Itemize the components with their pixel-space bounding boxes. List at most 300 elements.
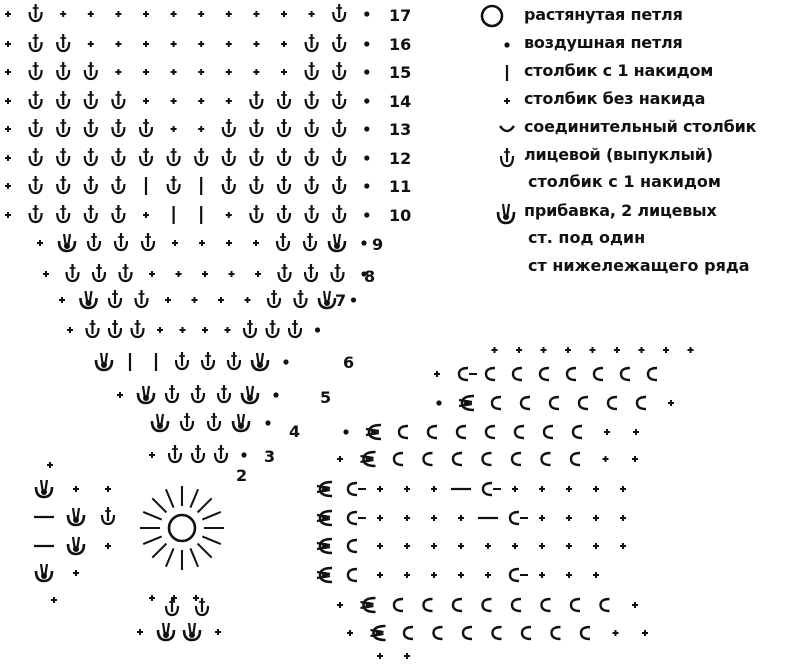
stitch-c-icon	[483, 599, 492, 611]
stitch-c-icon	[571, 453, 580, 465]
vertical-bar-icon	[478, 60, 516, 84]
stitch-plus-icon	[88, 41, 94, 47]
stitch-plus-icon	[143, 98, 149, 104]
stitch-plus-icon	[337, 602, 343, 608]
hooked-stitch-icon	[478, 144, 516, 174]
stitch-hook-icon	[278, 91, 290, 108]
stitch-cdash-icon	[510, 512, 528, 524]
stitch-c-icon	[348, 569, 357, 581]
stitch-cdbl-icon	[317, 482, 332, 496]
stitch-hook-icon	[333, 205, 345, 222]
stitch-plus-icon	[377, 515, 383, 521]
stitch-c-icon	[540, 368, 549, 380]
stitch-plus-icon	[226, 240, 232, 246]
stitch-c-icon	[512, 453, 521, 465]
stitch-hook-icon	[93, 264, 105, 281]
row-label-14: 14	[389, 92, 412, 111]
stitch-c-icon	[637, 397, 646, 409]
stitch-plus-icon	[458, 515, 464, 521]
stitch-hook-icon	[30, 205, 42, 222]
stitch-plus-icon	[105, 486, 111, 492]
stitch-hook-icon	[30, 91, 42, 108]
stitch-c-icon	[434, 627, 443, 639]
legend-item-front-post	[478, 142, 783, 198]
stitch-plus-icon	[171, 69, 177, 75]
stitch-cdash-icon	[483, 483, 501, 495]
stitch-hook-icon	[268, 290, 280, 307]
legend-label-line3: ст нижележащего ряда	[528, 256, 750, 275]
stitch-hook-icon	[277, 233, 289, 250]
row-label-3: 3	[264, 447, 276, 466]
stitch-plus-icon	[73, 570, 79, 576]
stitch-cdash-icon	[459, 368, 477, 380]
stitch-dbl-icon	[36, 564, 52, 581]
stitch-c-icon	[424, 453, 433, 465]
stitch-dot-icon	[364, 155, 369, 160]
legend-label: прибавка, 2 лицевых	[524, 201, 717, 220]
stitch-c-icon	[399, 426, 408, 438]
ring-ray	[190, 489, 198, 507]
ring-ray	[190, 548, 198, 566]
legend-item-increase	[478, 198, 783, 288]
stitch-hook-icon	[115, 233, 127, 250]
stitch-hook-icon	[30, 4, 42, 21]
stitch-hook-icon	[112, 176, 124, 193]
stitch-plus-icon	[566, 486, 572, 492]
stitch-plus-icon	[105, 543, 111, 549]
stitch-hook-icon	[166, 598, 178, 615]
ring-ray	[143, 536, 161, 544]
legend-item-double-crochet	[478, 58, 783, 86]
stitch-dot-icon	[364, 183, 369, 188]
stitch-plus-icon	[67, 327, 73, 333]
stitch-plus-icon	[115, 41, 121, 47]
stitch-plus-icon	[157, 327, 163, 333]
stitch-plus-icon	[253, 240, 259, 246]
legend-item-slip-stitch	[478, 114, 783, 142]
stitch-hook-icon	[333, 176, 345, 193]
stitch-hook-icon	[30, 119, 42, 136]
stitch-c-icon	[542, 453, 551, 465]
stitch-dot-icon	[364, 212, 369, 217]
stitch-hook-icon	[168, 176, 180, 193]
stitch-dbl-icon	[158, 623, 174, 640]
stitch-plus-icon	[593, 543, 599, 549]
stitch-hook-icon	[85, 91, 97, 108]
ring-ray	[152, 544, 166, 558]
stitch-plus-icon	[593, 515, 599, 521]
stitch-plus-icon	[566, 572, 572, 578]
stitch-hook-icon	[306, 34, 318, 51]
stitch-c-icon	[515, 426, 524, 438]
stitch-plus-icon	[633, 429, 639, 435]
ring-ray	[152, 498, 166, 512]
stitch-plus-icon	[613, 630, 619, 636]
stitch-plus-icon	[688, 347, 694, 353]
stitch-plus-icon	[43, 271, 49, 277]
stitch-hook-icon	[192, 445, 204, 462]
stitch-hook-icon	[30, 148, 42, 165]
stitch-hook-icon	[228, 352, 240, 369]
stitch-dbl-icon	[252, 353, 268, 370]
legend-label: столбик с 1 накидом	[524, 61, 714, 80]
stitch-dbl-icon	[152, 414, 168, 431]
stitch-c-icon	[453, 599, 462, 611]
stitch-c-icon	[579, 397, 588, 409]
stitch-c-icon	[394, 599, 403, 611]
stitch-plus-icon	[171, 11, 177, 17]
stitch-c-icon	[463, 627, 472, 639]
stitch-c-icon	[483, 453, 492, 465]
stitch-dot-icon	[351, 297, 356, 302]
stitch-hook-icon	[85, 148, 97, 165]
stitch-hook-icon	[333, 119, 345, 136]
stitch-plus-icon	[281, 69, 287, 75]
stitch-c-icon	[542, 599, 551, 611]
stitch-plus-icon	[541, 347, 547, 353]
stitch-plus-icon	[604, 429, 610, 435]
stitch-plus-icon	[172, 240, 178, 246]
row-label-8: 8	[364, 267, 376, 286]
row-label-13: 13	[389, 120, 412, 139]
stitch-c-icon	[648, 368, 657, 380]
stitch-dbl-icon	[81, 291, 97, 308]
stitch-hook-icon	[67, 264, 79, 281]
stitch-plus-icon	[281, 11, 287, 17]
stitch-plus-icon	[180, 327, 186, 333]
stitch-hook-icon	[306, 176, 318, 193]
ring-ray	[166, 489, 174, 507]
stitch-plus-icon	[51, 597, 57, 603]
stitch-hook-icon	[250, 176, 262, 193]
stitch-plus-icon	[593, 486, 599, 492]
stitch-plus-icon	[377, 486, 383, 492]
stitch-hook-icon	[176, 352, 188, 369]
stitch-c-icon	[493, 627, 502, 639]
stitch-hook-icon	[57, 62, 69, 79]
stitch-plus-icon	[281, 41, 287, 47]
stitch-hook-icon	[250, 148, 262, 165]
stitch-plus-icon	[226, 98, 232, 104]
stitch-plus-icon	[492, 347, 498, 353]
stitch-plus-icon	[632, 602, 638, 608]
stitch-plus-icon	[485, 543, 491, 549]
stitch-hook-icon	[112, 119, 124, 136]
stitch-c-icon	[348, 540, 357, 552]
stitch-dbl-icon	[319, 291, 335, 308]
stitch-plus-icon	[566, 515, 572, 521]
stitch-plus-icon	[215, 629, 221, 635]
stitch-hook-icon	[112, 205, 124, 222]
row-label-16: 16	[389, 35, 412, 54]
stitch-hook-icon	[169, 445, 181, 462]
stitch-plus-icon	[458, 572, 464, 578]
row-label-9: 9	[372, 235, 384, 254]
stitch-plus-icon	[603, 456, 609, 462]
stitch-cdash-icon	[348, 512, 366, 524]
stitch-plus-icon	[614, 347, 620, 353]
stitch-plus-icon	[198, 126, 204, 132]
stitch-dot-icon	[361, 240, 366, 245]
stitch-plus-icon	[176, 271, 182, 277]
stitch-dbl-icon	[329, 234, 345, 251]
stitch-hook-icon	[289, 320, 301, 337]
stitch-c-icon	[621, 368, 630, 380]
stitch-hook-icon	[223, 176, 235, 193]
stitch-dot-icon	[343, 429, 348, 434]
stitch-plus-icon	[143, 11, 149, 17]
stitch-c-icon	[522, 627, 531, 639]
stitch-plus-icon	[620, 515, 626, 521]
dot-icon	[478, 32, 516, 56]
stitch-hook-icon	[112, 91, 124, 108]
stitch-plus-icon	[226, 212, 232, 218]
stitch-plus-icon	[539, 515, 545, 521]
stitch-plus-icon	[5, 11, 11, 17]
stitch-hook-icon	[333, 34, 345, 51]
stitch-dot-icon	[364, 69, 369, 74]
open-circle-icon	[478, 4, 516, 28]
stitch-plus-icon	[149, 595, 155, 601]
stitch-hook-icon	[305, 264, 317, 281]
stitch-dbl-icon	[96, 353, 112, 370]
stitch-plus-icon	[88, 11, 94, 17]
stitch-hook-icon	[306, 62, 318, 79]
stitch-dbl-icon	[59, 234, 75, 251]
stitch-plus-icon	[593, 572, 599, 578]
stitch-plus-icon	[663, 347, 669, 353]
stitch-plus-icon	[512, 543, 518, 549]
stitch-plus-icon	[5, 155, 11, 161]
ring-ray	[166, 548, 174, 566]
stitch-plus-icon	[377, 572, 383, 578]
stitch-dbl-icon	[36, 480, 52, 497]
stitch-plus-icon	[253, 11, 259, 17]
legend-label: столбик без накида	[524, 89, 706, 108]
stitch-c-icon	[486, 426, 495, 438]
row-label-4: 4	[289, 422, 301, 441]
stitch-hook-icon	[112, 148, 124, 165]
stitch-hook-icon	[142, 233, 154, 250]
stitch-cdbl-icon	[366, 425, 381, 439]
legend-label-line2: столбик с 1 накидом	[528, 172, 721, 191]
stitch-cdbl-icon	[317, 511, 332, 525]
stitch-dot-icon	[364, 126, 369, 131]
stitch-plus-icon	[377, 653, 383, 659]
stitch-plus-icon	[642, 630, 648, 636]
stitch-hook-icon	[136, 290, 148, 307]
stitch-dot-icon	[265, 420, 270, 425]
stitch-hook-icon	[87, 320, 99, 337]
stitch-hook-icon	[195, 148, 207, 165]
stitch-c-icon	[544, 426, 553, 438]
stitch-hook-icon	[278, 176, 290, 193]
row-label-10: 10	[389, 206, 412, 225]
stitch-plus-icon	[5, 212, 11, 218]
stitch-hook-icon	[181, 413, 193, 430]
stitch-c-icon	[567, 368, 576, 380]
stitch-c-icon	[486, 368, 495, 380]
stitch-c-icon	[552, 627, 561, 639]
stitch-hook-icon	[304, 233, 316, 250]
stitch-plus-icon	[458, 543, 464, 549]
stitch-c-icon	[594, 368, 603, 380]
stitch-c-icon	[521, 397, 530, 409]
stitch-plus-icon	[226, 41, 232, 47]
stitch-plus-icon	[566, 543, 572, 549]
stitch-plus-icon	[512, 486, 518, 492]
stitch-hook-icon	[57, 34, 69, 51]
stitch-plus-icon	[620, 486, 626, 492]
stitch-hook-icon	[132, 320, 144, 337]
legend-label: воздушная петля	[524, 33, 683, 52]
stitch-c-icon	[428, 426, 437, 438]
stitch-hook-icon	[223, 119, 235, 136]
stitch-hook-icon	[250, 119, 262, 136]
row-label-12: 12	[389, 149, 412, 168]
stitch-dot-icon	[364, 41, 369, 46]
stitch-plus-icon	[198, 41, 204, 47]
stitch-dot-icon	[436, 400, 441, 405]
stitch-hook-icon	[244, 320, 256, 337]
stitch-plus-icon	[115, 69, 121, 75]
stitch-cdbl-icon	[459, 396, 474, 410]
center-ring-circle	[169, 515, 195, 541]
stitch-plus-icon	[404, 572, 410, 578]
ring-ray	[202, 512, 220, 520]
stitch-plus-icon	[225, 327, 231, 333]
stitch-hook-icon	[109, 320, 121, 337]
stitch-hook-icon	[333, 148, 345, 165]
stitch-hook-icon	[295, 290, 307, 307]
stitch-cdash-icon	[348, 483, 366, 495]
stitch-plus-icon	[117, 392, 123, 398]
stitch-hook-icon	[168, 148, 180, 165]
stitch-c-icon	[492, 397, 501, 409]
stitch-hook-icon	[223, 148, 235, 165]
stitch-c-icon	[424, 599, 433, 611]
stitch-hook-icon	[196, 598, 208, 615]
stitch-hook-icon	[85, 176, 97, 193]
stitch-plus-icon	[218, 297, 224, 303]
stitch-plus-icon	[485, 572, 491, 578]
stitch-hook-icon	[30, 176, 42, 193]
stitch-hook-icon	[85, 62, 97, 79]
stitch-plus-icon	[143, 212, 149, 218]
stitch-plus-icon	[539, 486, 545, 492]
stitch-c-icon	[394, 453, 403, 465]
stitch-plus-icon	[47, 462, 53, 468]
stitch-dbl-icon	[242, 386, 258, 403]
row-label-15: 15	[389, 63, 412, 82]
stitch-hook-icon	[102, 507, 114, 524]
stitch-plus-icon	[192, 297, 198, 303]
row-label-11: 11	[389, 177, 412, 196]
stitch-c-icon	[581, 627, 590, 639]
center-ring-rays	[140, 486, 224, 570]
stitch-hook-icon	[120, 264, 132, 281]
stitch-plus-icon	[198, 69, 204, 75]
plus-icon	[478, 88, 516, 112]
stitch-plus-icon	[37, 240, 43, 246]
double-hooked-stitch-icon	[478, 200, 516, 230]
stitch-dot-icon	[273, 392, 278, 397]
stitch-plus-icon	[620, 543, 626, 549]
stitch-hook-icon	[57, 176, 69, 193]
legend-label-line2: ст. под один	[528, 228, 646, 247]
stitch-c-icon	[608, 397, 617, 409]
stitch-hook-icon	[332, 264, 344, 281]
stitch-plus-icon	[590, 347, 596, 353]
stitch-hook-icon	[57, 148, 69, 165]
stitch-plus-icon	[171, 41, 177, 47]
stitch-plus-icon	[255, 271, 261, 277]
stitch-hook-icon	[30, 62, 42, 79]
stitch-plus-icon	[165, 297, 171, 303]
stitch-hook-icon	[278, 205, 290, 222]
stitch-c-icon	[601, 599, 610, 611]
stitch-plus-icon	[59, 297, 65, 303]
row-label-6: 6	[343, 353, 355, 372]
stitch-hook-icon	[306, 148, 318, 165]
stitch-plus-icon	[5, 126, 11, 132]
stitch-c-icon	[453, 453, 462, 465]
row-label-5: 5	[320, 388, 332, 407]
stitch-hook-icon	[30, 34, 42, 51]
stitch-cdbl-icon	[371, 626, 386, 640]
stitch-cdbl-icon	[317, 539, 332, 553]
stitch-hook-icon	[278, 148, 290, 165]
stitch-plus-icon	[5, 41, 11, 47]
stitch-plus-icon	[431, 486, 437, 492]
stitch-hook-icon	[88, 233, 100, 250]
stitch-plus-icon	[404, 653, 410, 659]
stitch-plus-icon	[377, 543, 383, 549]
stitch-hook-icon	[215, 445, 227, 462]
stitch-hook-icon	[202, 352, 214, 369]
stitch-dbl-icon	[68, 537, 84, 554]
row-label-7: 7	[335, 291, 347, 310]
legend-label: лицевой (выпуклый)	[524, 145, 713, 164]
stitch-cdash-icon	[510, 569, 528, 581]
stitch-plus-icon	[198, 98, 204, 104]
stitch-plus-icon	[431, 572, 437, 578]
stitch-hook-icon	[267, 320, 279, 337]
stitch-plus-icon	[73, 486, 79, 492]
legend-item-chain	[478, 30, 783, 58]
stitch-hook-icon	[250, 91, 262, 108]
stitch-dot-icon	[315, 327, 320, 332]
stitch-plus-icon	[539, 572, 545, 578]
stitch-plus-icon	[226, 69, 232, 75]
stitch-plus-icon	[309, 11, 315, 17]
stitch-plus-icon	[137, 629, 143, 635]
stitch-c-icon	[571, 599, 580, 611]
ring-ray	[202, 536, 220, 544]
stitch-plus-icon	[565, 347, 571, 353]
stitch-plus-icon	[431, 515, 437, 521]
row-label-17: 17	[389, 6, 412, 25]
ring-ray	[143, 512, 161, 520]
stitch-hook-icon	[218, 385, 230, 402]
stitch-plus-icon	[337, 456, 343, 462]
stitch-plus-icon	[516, 347, 522, 353]
stitch-plus-icon	[143, 41, 149, 47]
stitch-hook-icon	[279, 264, 291, 281]
stitch-plus-icon	[60, 11, 66, 17]
legend-item-stretched-loop	[478, 2, 783, 30]
stitch-plus-icon	[404, 543, 410, 549]
